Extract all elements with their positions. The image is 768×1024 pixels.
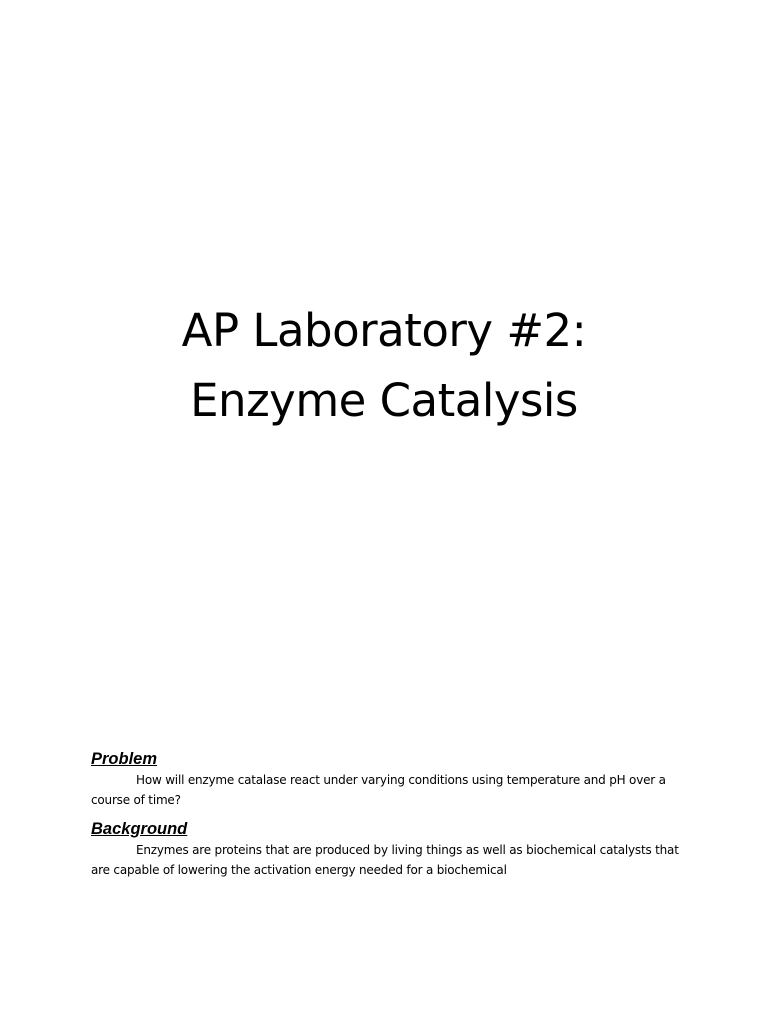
background-section xyxy=(91,818,691,880)
problem-section xyxy=(91,748,691,810)
document-title xyxy=(0,296,768,436)
title-line-2: Enzyme Catalysis xyxy=(190,374,578,427)
title-line-1: AP Laboratory #2: xyxy=(181,304,587,357)
document-body xyxy=(91,748,691,888)
problem-text: How will enzyme catalase react under varying conditions using temperature and pH over a course of time? xyxy=(91,773,666,807)
problem-heading: Problem xyxy=(91,750,158,768)
background-text: Enzymes are proteins that are produced by living things as well as biochemical catalysts that are capable of lowering the activation energy needed for a biochemical xyxy=(91,843,679,877)
background-heading: Background xyxy=(91,820,188,838)
